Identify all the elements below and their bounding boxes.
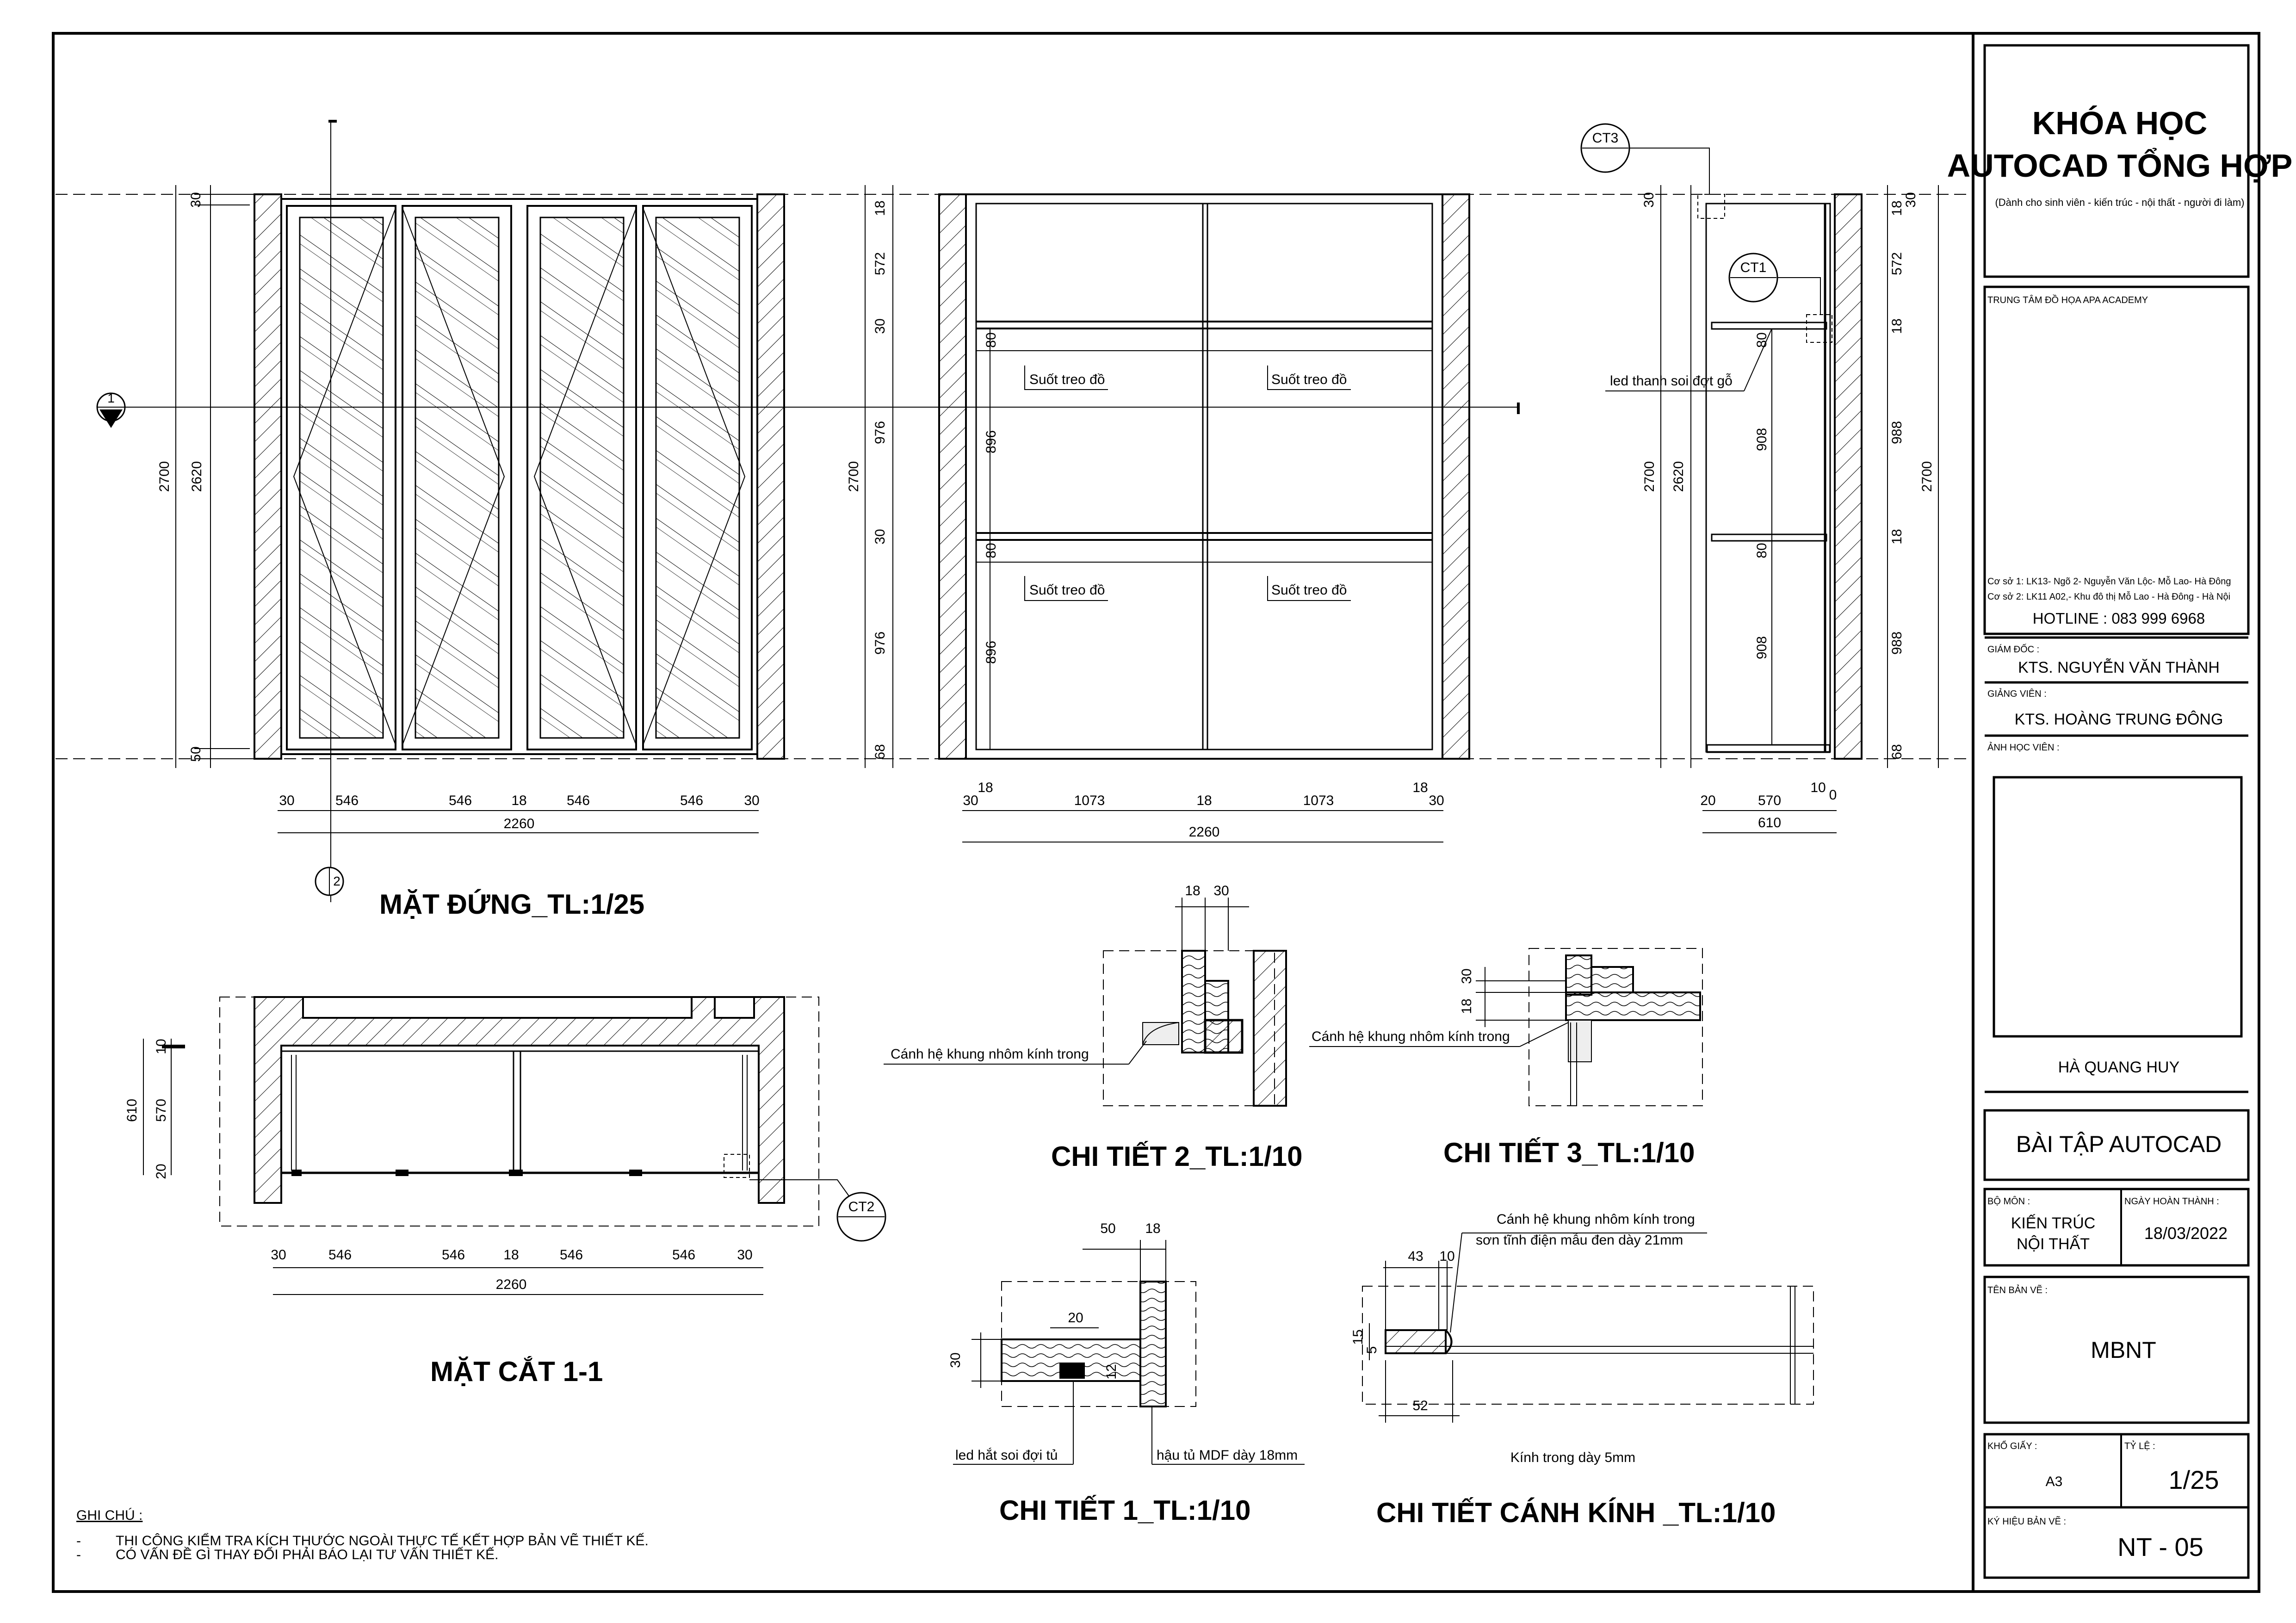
drawing-name: MBNT (2091, 1337, 2156, 1363)
e1-dim-bot-546c: 546 (566, 793, 590, 808)
d1-dim-50: 50 (1100, 1221, 1116, 1236)
e3-dim-total: 610 (1758, 815, 1782, 830)
sec-dim-bot-30b: 30 (737, 1247, 753, 1263)
label-hanging-rail-1: Suốt treo đồ (1029, 372, 1105, 387)
section-1-1 (124, 997, 885, 1387)
e3-dim-left-2700: 2700 (1642, 461, 1657, 492)
section-marker-2: 2 (333, 874, 340, 888)
sec-dim-bot-546d: 546 (672, 1247, 696, 1263)
student-photo-label: ẢNH HỌC VIÊN : (1987, 743, 2060, 753)
side-section-elevation (1581, 124, 1938, 833)
d1-dim-18: 18 (1145, 1221, 1161, 1236)
e1-dim-total: 2260 (503, 816, 535, 831)
e3-dim-left-30: 30 (1641, 192, 1657, 208)
title-detail-3: CHI TIẾT 3_TL:1/10 (1443, 1137, 1695, 1168)
label-glass: Kính trong dày 5mm (1510, 1450, 1636, 1465)
sec-dim-left-10: 10 (154, 1039, 169, 1054)
e2-inner-896b: 896 (984, 640, 999, 664)
glass-door-4 (643, 206, 752, 750)
dg-dim-52: 52 (1412, 1398, 1428, 1413)
sec-dim-left-570: 570 (154, 1098, 169, 1122)
course-subtitle: (Dành cho sinh viên - kiến trúc - nội thất - người đi làm) (1995, 197, 2245, 208)
e2-dim-bot-18a: 18 (978, 780, 993, 795)
e1-dim-bot-18: 18 (511, 793, 527, 808)
label-led-shelf: led thanh soi đợt gỗ (1610, 373, 1733, 389)
dg-dim-10: 10 (1439, 1249, 1455, 1264)
callout-ct2: CT2 (848, 1199, 875, 1214)
e1-dim-left-50: 50 (188, 746, 204, 762)
paper-size: A3 (2045, 1474, 2063, 1489)
d1-dim-12: 12 (1104, 1364, 1119, 1380)
e2-dim-r-976a: 976 (873, 421, 888, 445)
sec-dim-left-20: 20 (154, 1164, 169, 1179)
subject-1: KIẾN TRÚC (2011, 1214, 2096, 1232)
label-door-frame-glass: Cánh hệ khung nhôm kính trong (1497, 1212, 1695, 1227)
e3-dim-r-988a: 988 (1889, 421, 1905, 445)
e3-dim-r-30: 30 (1903, 192, 1918, 208)
e1-dim-bot-546a: 546 (335, 793, 359, 808)
e3-dim-r-2700: 2700 (1919, 461, 1935, 492)
sec-dim-bot-30a: 30 (271, 1247, 286, 1263)
e2-dim-bot-18c: 18 (1412, 780, 1428, 795)
academy-name: TRUNG TÂM ĐỒ HỌA APA ACADEMY (1987, 295, 2148, 305)
e2-inner-896a: 896 (984, 430, 999, 454)
d1-dim-30: 30 (948, 1352, 963, 1368)
notes-dash-1: - (76, 1533, 81, 1549)
e2-dim-r-976b: 976 (873, 631, 888, 655)
general-notes (76, 1508, 649, 1562)
e1-dim-left-30: 30 (188, 192, 204, 208)
subject-2: NỘI THẤT (2016, 1235, 2090, 1253)
notes-line-1: THI CÔNG KIỂM TRA KÍCH THƯỚC NGOÀI THỰC TẾ KẾT HỢP BẢN VẼ THIẾT KẾ. (116, 1533, 649, 1549)
title-section: MẶT CẮT 1-1 (430, 1356, 603, 1387)
sec-dim-bot-18: 18 (503, 1247, 519, 1263)
glass-door-3 (527, 206, 636, 750)
e3-dim-left-2620: 2620 (1671, 461, 1686, 492)
e2-dim-r-30a: 30 (873, 318, 888, 334)
e2-dim-r-68: 68 (873, 744, 888, 760)
address-2: Cơ sở 2: LK11 A02,- Khu đô thị Mỗ Lao - Hà Đông - Hà Nội (1987, 592, 2231, 602)
e1-dim-height-2620: 2620 (189, 461, 204, 492)
title-elevation: MẶT ĐỨNG_TL:1/25 (379, 889, 645, 920)
title-block (1947, 45, 2293, 1578)
sec-dim-total: 2260 (495, 1277, 527, 1292)
detail-1 (948, 1221, 1305, 1526)
e2-dim-r-18: 18 (873, 200, 888, 216)
e2-dim-bot-30b: 30 (1429, 793, 1444, 808)
e1-dim-height-2700: 2700 (157, 461, 172, 492)
assignment-title: BÀI TẬP AUTOCAD (2016, 1131, 2222, 1157)
section-marker-1: 1 (107, 391, 115, 405)
label-hanging-rail-4: Suốt treo đồ (1271, 582, 1347, 598)
notes-line-2: CÓ VẤN ĐỀ GÌ THAY ĐỔI PHẢI BÁO LẠI TƯ VẤN THIẾT KẾ. (116, 1547, 499, 1562)
e3-dim-bot-0: 0 (1829, 787, 1837, 803)
course-title-2: AUTOCAD TỔNG HỢP (1947, 148, 2293, 184)
e3-inner-80a: 80 (1754, 332, 1770, 348)
label-door-finish: sơn tĩnh điện mẫu đen dày 21mm (1476, 1233, 1683, 1248)
e2-inner-80a: 80 (984, 332, 999, 348)
e3-dim-r-18c: 18 (1889, 529, 1905, 545)
drawing-code: NT - 05 (2117, 1532, 2203, 1561)
code-label: KÝ HIỆU BẢN VẼ : (1987, 1517, 2067, 1527)
glass-door-1 (287, 206, 396, 750)
detail-glass-door (1350, 1212, 1813, 1528)
e2-dim-bot-1073a: 1073 (1074, 793, 1105, 808)
e3-dim-r-18b: 18 (1889, 318, 1905, 334)
e2-inner-80b: 80 (984, 543, 999, 558)
title-detail-2: CHI TIẾT 2_TL:1/10 (1051, 1141, 1303, 1172)
dg-dim-43: 43 (1408, 1249, 1423, 1264)
e2-dim-height-2700: 2700 (846, 461, 861, 492)
completion-date: 18/03/2022 (2144, 1224, 2228, 1243)
e3-inner-908b: 908 (1754, 636, 1770, 660)
dg-dim-5: 5 (1364, 1346, 1380, 1354)
lecturer-name: KTS. HOÀNG TRUNG ĐÔNG (2014, 711, 2223, 728)
glass-door-2 (402, 206, 511, 750)
sec-dim-bot-546b: 546 (441, 1247, 465, 1263)
e2-dim-r-30b: 30 (873, 529, 888, 545)
label-led-cabinet: led hắt soi đợi tủ (955, 1448, 1058, 1463)
notes-dash-2: - (76, 1547, 81, 1562)
scale-label: TỶ LỆ : (2124, 1441, 2155, 1451)
e2-dim-bot-18b: 18 (1196, 793, 1212, 808)
e3-dim-r-572: 572 (1889, 252, 1905, 276)
student-photo-frame (1994, 777, 2241, 1036)
director-name: KTS. NGUYỄN VĂN THÀNH (2018, 659, 2220, 676)
e3-dim-bot-570: 570 (1758, 793, 1782, 808)
label-hanging-rail-2: Suốt treo đồ (1271, 372, 1347, 387)
lecturer-label: GIẢNG VIÊN : (1987, 689, 2047, 699)
d1-dim-20: 20 (1068, 1310, 1083, 1326)
e1-dim-bot-546d: 546 (680, 793, 704, 808)
paper-label: KHỔ GIẤY : (1987, 1441, 2037, 1451)
e3-dim-r-988b: 988 (1889, 631, 1905, 655)
label-hanging-rail-3: Suốt treo đồ (1029, 582, 1105, 598)
student-name: HÀ QUANG HUY (2058, 1059, 2180, 1076)
callout-ct3: CT3 (1592, 130, 1619, 146)
subject-label: BỘ MÔN : (1987, 1196, 2030, 1207)
d2-dim-18: 18 (1185, 883, 1201, 898)
scale-value: 1/25 (2168, 1465, 2219, 1494)
e2-dim-total: 2260 (1188, 824, 1220, 840)
notes-heading: GHI CHÚ : (76, 1508, 143, 1523)
e1-dim-bot-30b: 30 (744, 793, 760, 808)
d3-dim-30: 30 (1459, 968, 1474, 984)
e3-inner-80b: 80 (1754, 543, 1770, 558)
date-label: NGÀY HOÀN THÀNH : (2124, 1196, 2219, 1207)
interior-elevation (846, 185, 1469, 842)
detail-3 (1309, 948, 1702, 1168)
d2-dim-30: 30 (1213, 883, 1229, 898)
d3-dim-18: 18 (1459, 998, 1474, 1014)
label-back-panel: hậu tủ MDF dày 18mm (1157, 1448, 1298, 1463)
sec-dim-bot-546c: 546 (559, 1247, 583, 1263)
e2-dim-bot-1073b: 1073 (1303, 793, 1334, 808)
e3-dim-r-68: 68 (1889, 744, 1905, 760)
e3-dim-bot-10: 10 (1810, 780, 1826, 795)
callout-ct1: CT1 (1740, 260, 1767, 275)
label-door-frame-d3: Cánh hệ khung nhôm kính trong (1312, 1029, 1510, 1044)
label-door-frame-d2: Cánh hệ khung nhôm kính trong (891, 1047, 1089, 1062)
e1-dim-bot-30a: 30 (279, 793, 295, 808)
e2-dim-bot-30a: 30 (963, 793, 978, 808)
e1-dim-bot-546b: 546 (448, 793, 472, 808)
e3-dim-bot-20: 20 (1700, 793, 1716, 808)
title-detail-1: CHI TIẾT 1_TL:1/10 (999, 1495, 1251, 1526)
detail-2 (884, 883, 1302, 1172)
sec-dim-left-610: 610 (124, 1098, 140, 1122)
director-label: GIÁM ĐỐC : (1987, 644, 2040, 655)
sec-dim-bot-546a: 546 (328, 1247, 352, 1263)
course-title-1: KHÓA HỌC (2032, 105, 2208, 141)
dg-dim-15: 15 (1350, 1329, 1366, 1345)
drawing-name-label: TÊN BẢN VẼ : (1987, 1285, 2048, 1295)
title-detail-glass: CHI TIẾT CÁNH KÍNH _TL:1/10 (1376, 1497, 1776, 1528)
e2-dim-r-572: 572 (873, 252, 888, 276)
address-1: Cơ sở 1: LK13- Ngõ 2- Nguyễn Văn Lộc- Mỗ Lao- Hà Đông (1987, 576, 2231, 587)
e3-dim-r-18a: 18 (1889, 200, 1905, 216)
hotline: HOTLINE : 083 999 6968 (2032, 610, 2205, 627)
e3-inner-908a: 908 (1754, 427, 1770, 452)
